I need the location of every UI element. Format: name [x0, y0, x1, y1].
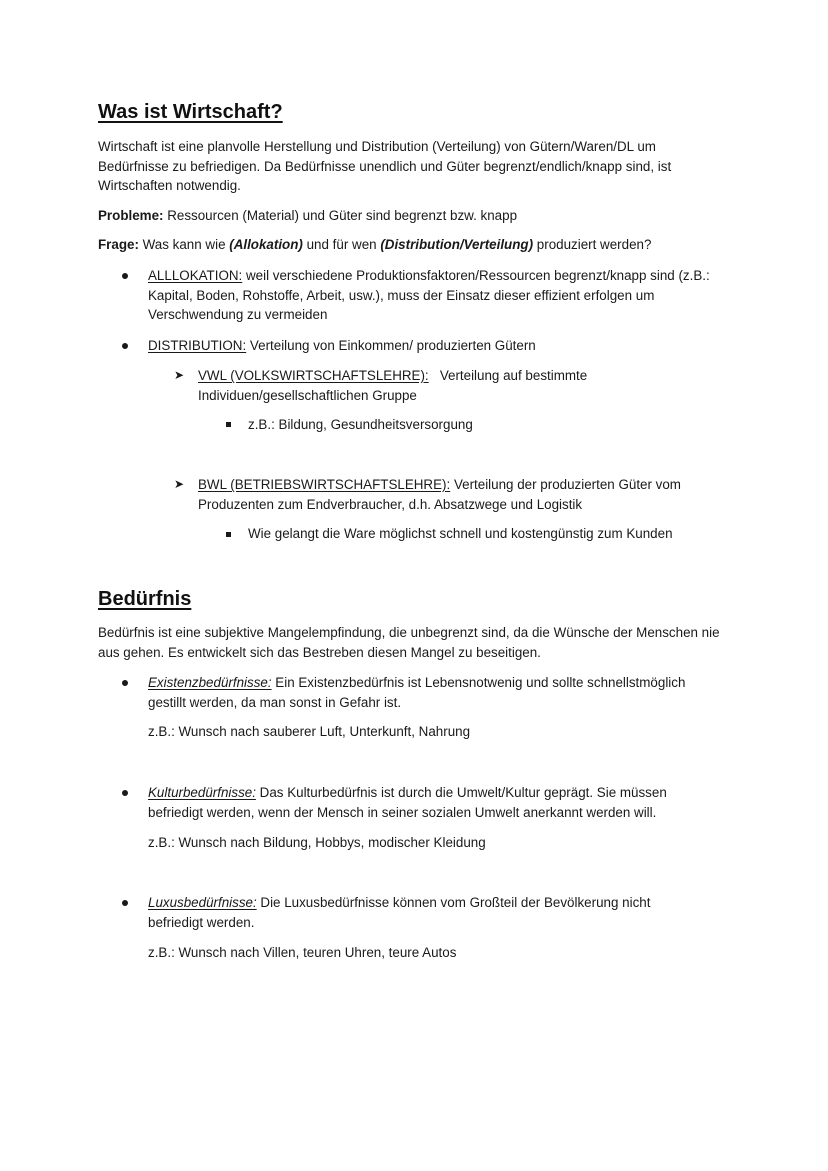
bullet-dot-icon [122, 343, 128, 349]
luxus-item [148, 893, 688, 932]
arrow-bullet-icon: ➤ [174, 368, 185, 382]
luxus-text: Die Luxusbedürfnisse können vom Großteil der Bevölkerung nicht befriedigt werden. [148, 895, 651, 930]
distribution-label: DISTRIBUTION: [148, 338, 247, 353]
square-bullet-icon [226, 422, 231, 427]
bwl-example: Wie gelangt die Ware möglichst schnell und kostengünstig zum Kunden [248, 526, 673, 541]
vwl-item [198, 366, 628, 405]
allokation-label: ALLLOKATION: [148, 268, 243, 283]
bullet-dot-icon [122, 790, 128, 796]
frage-line [98, 235, 651, 255]
bullet-dot-icon [122, 900, 128, 906]
bullet-dot-icon [122, 680, 128, 686]
distribution-item [148, 336, 536, 356]
allokation-item [148, 266, 728, 325]
section-title-wirtschaft: Was ist Wirtschaft? [98, 101, 283, 123]
bwl-label: BWL (BETRIEBSWIRTSCHAFTSLEHRE): [198, 477, 451, 492]
existenz-item [148, 673, 723, 712]
probleme-label: Probleme: [98, 208, 164, 223]
vwl-example: z.B.: Bildung, Gesundheitsversorgung [248, 417, 473, 432]
existenz-example: z.B.: Wunsch nach sauberer Luft, Unterkunft, Nahrung [148, 724, 471, 739]
arrow-bullet-icon: ➤ [174, 477, 185, 491]
vwl-text: Verteilung auf bestimmte Individuen/gesellschaftlichen Gruppe [198, 368, 591, 403]
existenz-text: Ein Existenzbedürfnis ist Lebensnotwenig und sollte schnellstmöglich gestillt werden, da man sonst in Gefahr ist. [148, 675, 686, 710]
bullet-dot-icon [122, 273, 128, 279]
luxus-label: Luxusbedürfnisse: [148, 895, 257, 910]
allokation-text: weil verschiedene Produktionsfaktoren/Ressourcen begrenzt/knapp sind (z.B.: Kapital, Boden, Rohstoffe, Arbeit, usw.), muss der Einsatz dieser effizient erfolgen um Verschwendung zu vermeiden [148, 268, 710, 322]
vwl-label: VWL (VOLKSWIRTSCHAFTSLEHRE): [198, 368, 429, 383]
distribution-text: Verteilung von Einkommen/ produzierten Gütern [246, 338, 536, 353]
frage-text-2: und für wen [302, 237, 381, 252]
intro-paragraph-beduerfnis: Bedürfnis ist eine subjektive Mangelempfindung, die unbegrenzt sind, da die Wünsche der Menschen nie aus gehen. Es entwickelt sich das Bestreben diesen Mangel zu beseitigen. [98, 625, 720, 660]
probleme-text: Ressourcen (Material) und Güter sind begrenzt bzw. knapp [163, 208, 518, 223]
probleme-line [98, 206, 517, 226]
frage-label: Frage: [98, 237, 139, 252]
bwl-text: Verteilung der produzierten Güter vom Produzenten zum Endverbraucher, d.h. Absatzwege und Logistik [198, 477, 681, 512]
frage-distribution: (Distribution/Verteilung) [380, 237, 534, 252]
square-bullet-icon [226, 532, 231, 537]
frage-text-3: produziert werden? [533, 237, 652, 252]
kultur-text: Das Kulturbedürfnis ist durch die Umwelt/Kultur geprägt. Sie müssen befriedigt werden, wenn der Mensch in seiner sozialen Umwelt anerkannt werden will. [148, 785, 667, 820]
existenz-label: Existenzbedürfnisse: [148, 675, 272, 690]
section-title-beduerfnis: Bedürfnis [98, 588, 192, 610]
intro-paragraph-wirtschaft: Wirtschaft ist eine planvolle Herstellung und Distribution (Verteilung) von Gütern/Waren/DL um Bedürfnisse zu befriedigen. Da Bedürfnisse unendlich und Güter begrenzt/endlich/knapp sind, ist Wirtschaften notwendig. [98, 139, 672, 193]
kultur-label: Kulturbedürfnisse: [148, 785, 256, 800]
kultur-example: z.B.: Wunsch nach Bildung, Hobbys, modischer Kleidung [148, 835, 486, 850]
frage-text-1: Was kann wie [138, 237, 230, 252]
bwl-item [198, 475, 718, 514]
frage-allokation: (Allokation) [229, 237, 303, 252]
kultur-item [148, 783, 708, 822]
luxus-example: z.B.: Wunsch nach Villen, teuren Uhren, teure Autos [148, 945, 457, 960]
